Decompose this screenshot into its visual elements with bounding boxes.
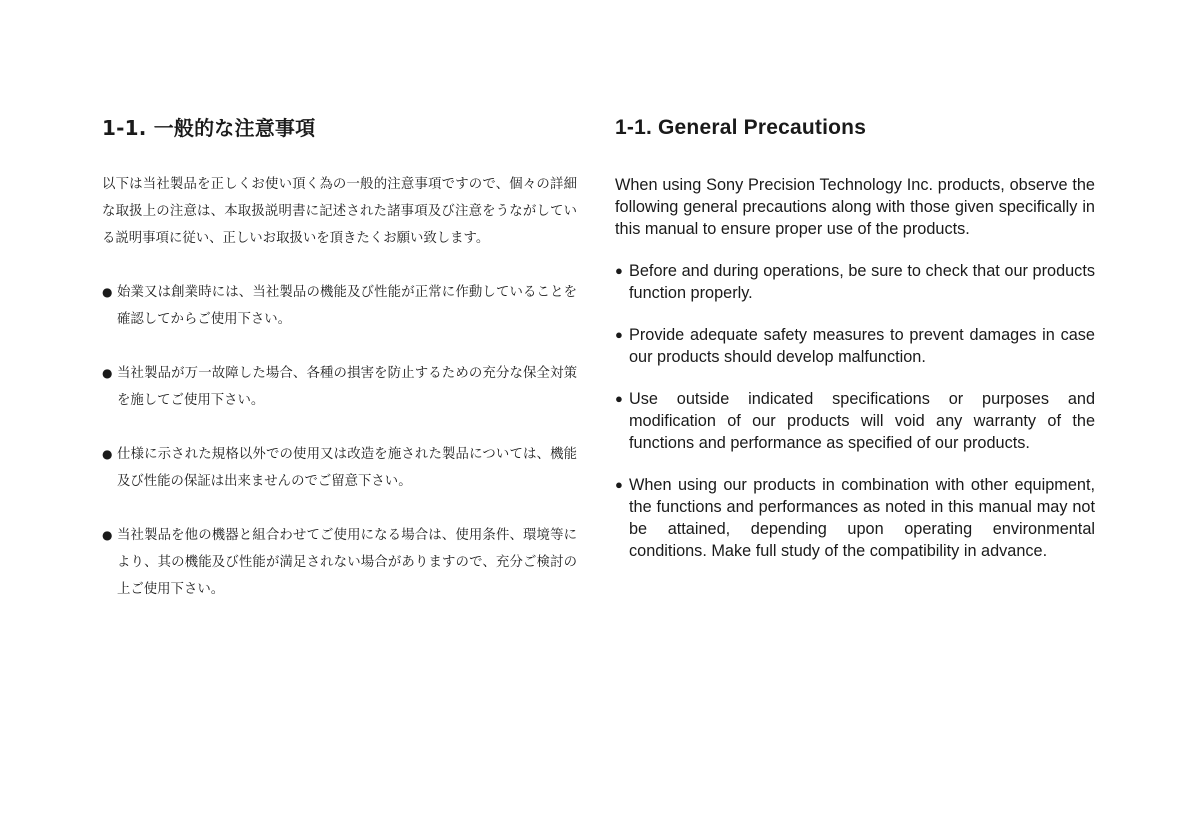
japanese-precaution-item	[102, 441, 577, 495]
english-precaution-list	[615, 260, 1095, 562]
bullet-icon: ●	[102, 366, 113, 380]
precaution-text: 仕様に示された規格以外での使用又は改造を施された製品については、機能及び性能の保証は出来ませんのでご留意下さい。	[117, 447, 577, 489]
japanese-column	[102, 112, 577, 603]
bullet-icon: ●	[615, 327, 623, 342]
japanese-intro: 以下は当社製品を正しくお使い頂く為の一般的注意事項ですので、個々の詳細な取扱上の注意は、本取扱説明書に記述された諸事項及び注意をうながしている説明事項に従い、正しいお取扱いを頂きたくお願い致します。	[102, 177, 577, 246]
precaution-text: Use outside indicated specifications or purposes and modification of our products will void any warranty of the functions and performance as specified of our products.	[629, 390, 1095, 452]
bullet-icon: ●	[615, 263, 623, 278]
precaution-text: 当社製品を他の機器と組合わせてご使用になる場合は、使用条件、環境等により、其の機能及び性能が満足されない場合がありますので、充分ご検討の上ご使用下さい。	[117, 528, 577, 597]
japanese-precaution-item	[102, 522, 577, 603]
japanese-precaution-item	[102, 360, 577, 414]
english-column	[615, 112, 1095, 562]
precaution-text: When using our products in combination with other equipment, the functions and performances as noted in this manual may not be attained, depending upon operating environmental conditions. Make full study of the compatibility in advance.	[629, 476, 1095, 560]
precaution-text: 始業又は創業時には、当社製品の機能及び性能が正常に作動していることを確認してからご使用下さい。	[117, 285, 577, 327]
japanese-heading: 1-1. 一般的な注意事項	[102, 116, 316, 140]
english-precaution-item	[615, 260, 1095, 304]
precaution-text: Before and during operations, be sure to check that our products function properly.	[629, 262, 1095, 302]
english-precaution-item	[615, 474, 1095, 562]
bullet-icon: ●	[615, 477, 623, 492]
precaution-text: Provide adequate safety measures to prevent damages in case our products should develop malfunction.	[629, 326, 1095, 366]
english-precaution-item	[615, 388, 1095, 454]
english-heading: 1-1. General Precautions	[615, 116, 867, 139]
bullet-icon: ●	[615, 391, 623, 406]
japanese-precaution-item	[102, 279, 577, 333]
bullet-icon: ●	[102, 285, 113, 299]
english-intro: When using Sony Precision Technology Inc. products, observe the following general precautions along with those given specifically in this manual to ensure proper use of the products.	[615, 176, 1095, 238]
bullet-icon: ●	[102, 447, 113, 461]
english-precaution-item	[615, 324, 1095, 368]
bullet-icon: ●	[102, 528, 113, 542]
japanese-precaution-list	[102, 279, 577, 603]
precaution-text: 当社製品が万一故障した場合、各種の損害を防止するための充分な保全対策を施してご使用下さい。	[117, 366, 577, 408]
